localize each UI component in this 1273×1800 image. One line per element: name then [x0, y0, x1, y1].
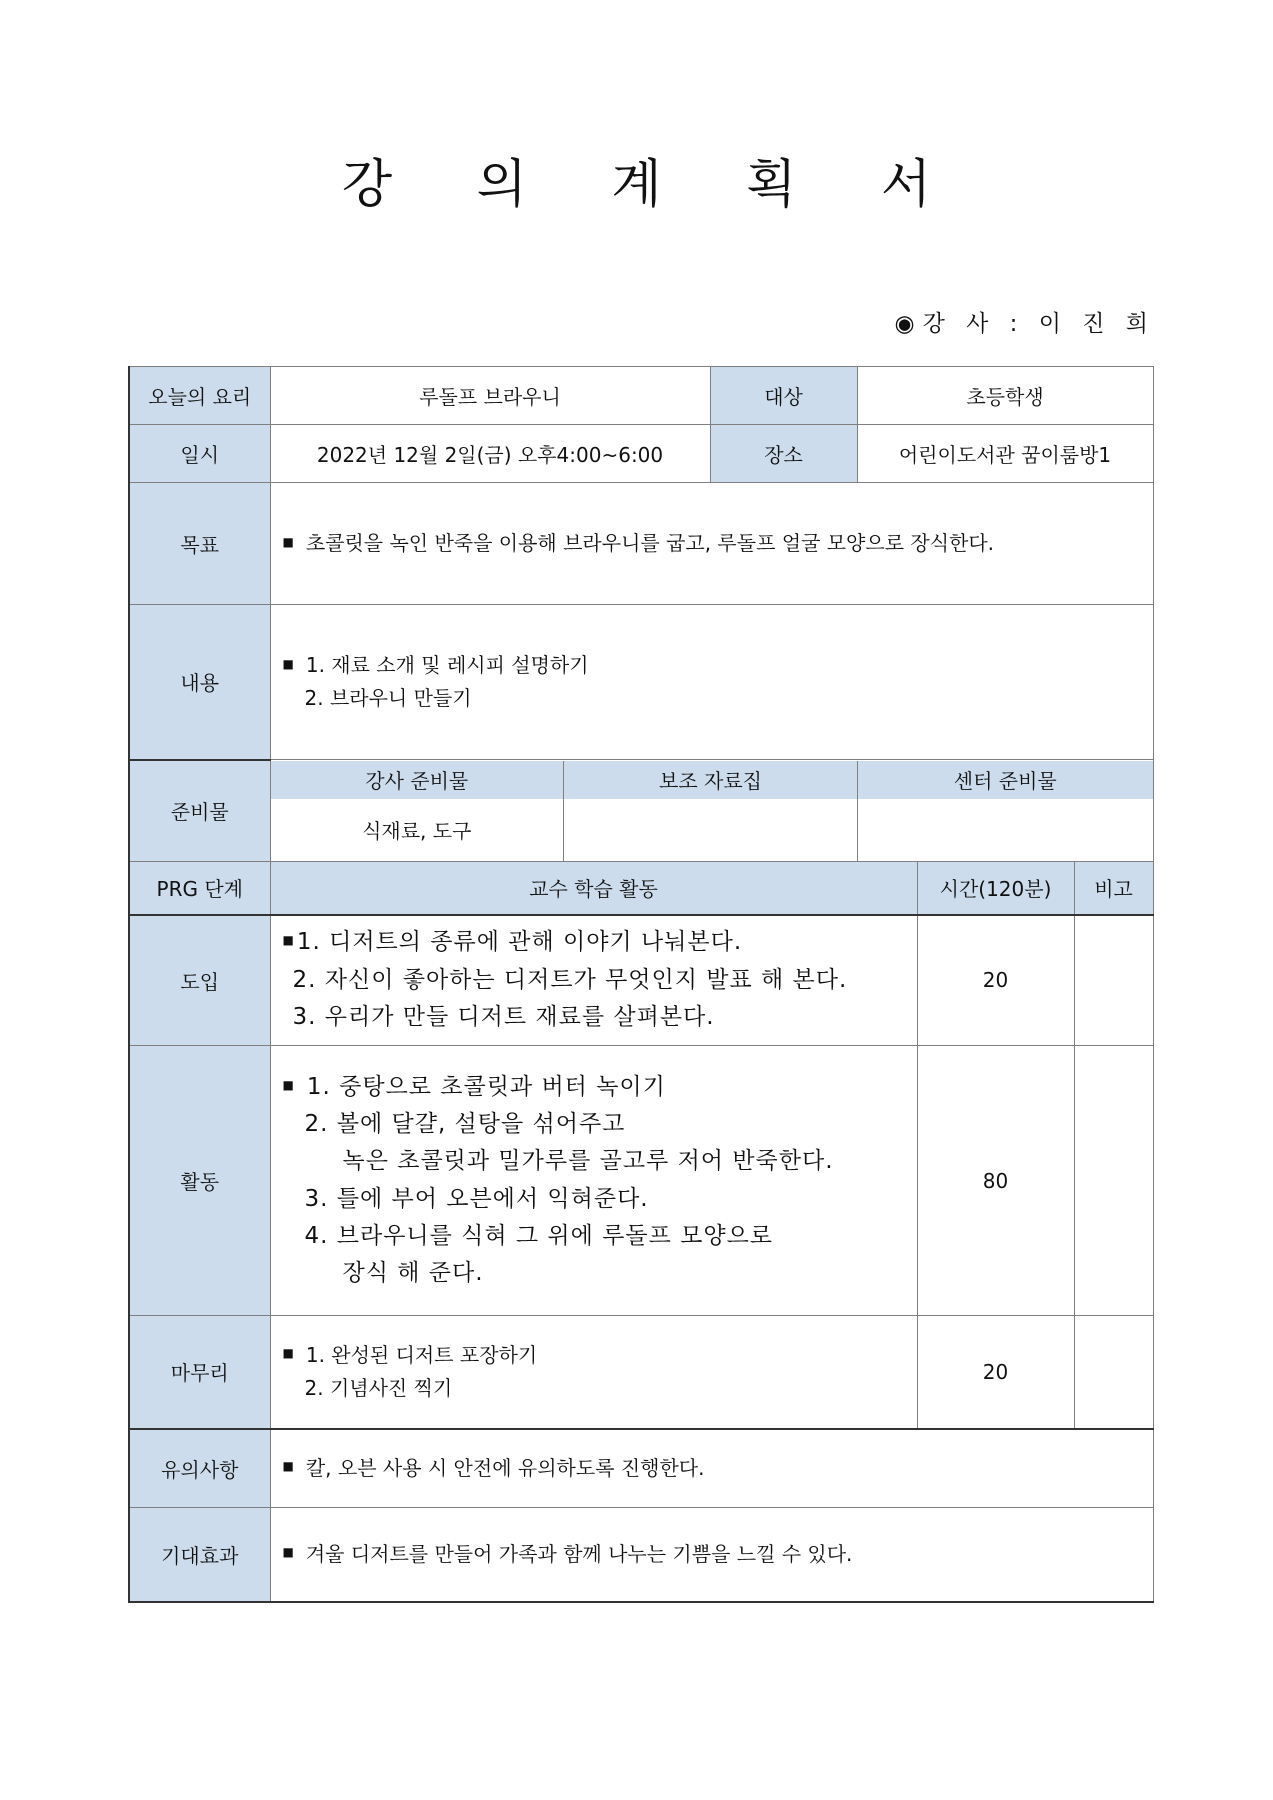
- intro-line: 3. 우리가 만들 디저트 재료를 살펴본다.: [292, 1003, 715, 1030]
- intro-text-cell: [270, 915, 917, 1046]
- bullet-icon: ■: [282, 1545, 294, 1560]
- date-value: 2022년 12월 2일(금) 오후4:00~6:00: [270, 425, 710, 483]
- prep-col-instructor: 강사 준비물: [271, 761, 564, 799]
- instructor-name: 강 사 : 이 진 희: [922, 311, 1155, 337]
- activity-line: 3. 틀에 부어 오븐에서 익혀준다.: [304, 1185, 649, 1212]
- place-label: 장소: [710, 425, 857, 483]
- wrapup-line: 2. 기념사진 찍기: [304, 1375, 453, 1400]
- activity-line: 2. 볼에 달걀, 설탕을 섞어주고: [304, 1111, 626, 1137]
- activity-time: 80: [917, 1046, 1074, 1316]
- document-title: 강 의 계 획 서: [341, 155, 966, 215]
- prep-col-materials: 보조 자료집: [564, 761, 858, 799]
- prep-subtable-cell: [270, 760, 1153, 862]
- effect-text: 겨울 디저트를 만들어 가족과 함께 나누는 기쁨을 느낄 수 있다.: [305, 1541, 853, 1566]
- wrapup-line: 1. 완성된 디저트 포장하기: [305, 1342, 538, 1367]
- prep-val-materials: [564, 799, 858, 861]
- col-activity-header: 교수 학습 활동: [270, 862, 917, 915]
- target-label: 대상: [710, 367, 857, 425]
- activity-line: 녹은 초콜릿과 밀가루를 골고루 저어 반죽한다.: [342, 1148, 834, 1175]
- intro-line: 1. 디저트의 종류에 관해 이야기 나눠본다.: [296, 929, 743, 956]
- bullet-icon: ■: [282, 534, 294, 549]
- intro-time: 20: [917, 915, 1074, 1046]
- bullet-icon: ■: [282, 1459, 294, 1474]
- content-line: 1. 재료 소개 및 레시피 설명하기: [305, 653, 589, 677]
- prep-label: 준비물: [129, 760, 270, 862]
- bullet-icon: ■: [282, 1346, 294, 1361]
- intro-line: 2. 자신이 좋아하는 디저트가 무엇인지 발표 해 본다.: [292, 966, 848, 993]
- intro-label: 도입: [129, 915, 270, 1046]
- dish-value: 루돌프 브라우니: [270, 367, 710, 425]
- goal-text: 초콜릿을 녹인 반죽을 이용해 브라우니를 굽고, 루돌프 얼굴 모양으로 장식한다.: [305, 531, 995, 555]
- wrapup-label: 마무리: [129, 1316, 270, 1429]
- dish-label: 오늘의 요리: [129, 367, 270, 425]
- content-line: 2. 브라우니 만들기: [304, 686, 472, 710]
- activity-line: 장식 해 준다.: [342, 1260, 484, 1286]
- target-value: 초등학생: [857, 367, 1153, 425]
- place-value: 어린이도서관 꿈이룸방1: [857, 425, 1153, 483]
- activity-text-cell: [270, 1046, 917, 1316]
- wrapup-text-cell: [270, 1316, 917, 1429]
- radio-mark-icon: ◉: [894, 311, 915, 337]
- wrapup-note: [1074, 1316, 1153, 1429]
- col-time-header: 시간(120분): [917, 862, 1074, 915]
- content-label: 내용: [129, 605, 270, 760]
- col-note-header: 비고: [1074, 862, 1153, 915]
- prep-val-instructor: 식재료, 도구: [362, 819, 472, 843]
- caution-label: 유의사항: [129, 1429, 270, 1508]
- goal-text-cell: [270, 483, 1153, 605]
- bullet-icon: ■: [282, 933, 295, 948]
- activity-line: 1. 중탕으로 초콜릿과 버터 녹이기: [306, 1073, 666, 1100]
- prep-subtable: [271, 761, 1153, 861]
- prep-col-center: 센터 준비물: [858, 761, 1153, 799]
- col-stage-header: PRG 단계: [129, 862, 270, 915]
- goal-label: 목표: [129, 483, 270, 605]
- effect-text-cell: [270, 1508, 1153, 1602]
- bullet-icon: ■: [282, 1077, 295, 1092]
- activity-line: 4. 브라우니를 식혀 그 위에 루돌프 모양으로: [304, 1222, 774, 1249]
- activity-label: 활동: [129, 1046, 270, 1316]
- content-text-cell: [270, 605, 1153, 760]
- caution-text: 칼, 오븐 사용 시 안전에 유의하도록 진행한다.: [305, 1455, 705, 1480]
- caution-text-cell: [270, 1429, 1153, 1508]
- lecture-plan-table: [128, 366, 1154, 1603]
- activity-note: [1074, 1046, 1153, 1316]
- prep-val-center: [858, 799, 1153, 861]
- intro-note: [1074, 915, 1153, 1046]
- effect-label: 기대효과: [129, 1508, 270, 1602]
- instructor-line: [895, 305, 1155, 338]
- date-label: 일시: [129, 425, 270, 483]
- bullet-icon: ■: [282, 656, 294, 671]
- wrapup-time: 20: [917, 1316, 1074, 1429]
